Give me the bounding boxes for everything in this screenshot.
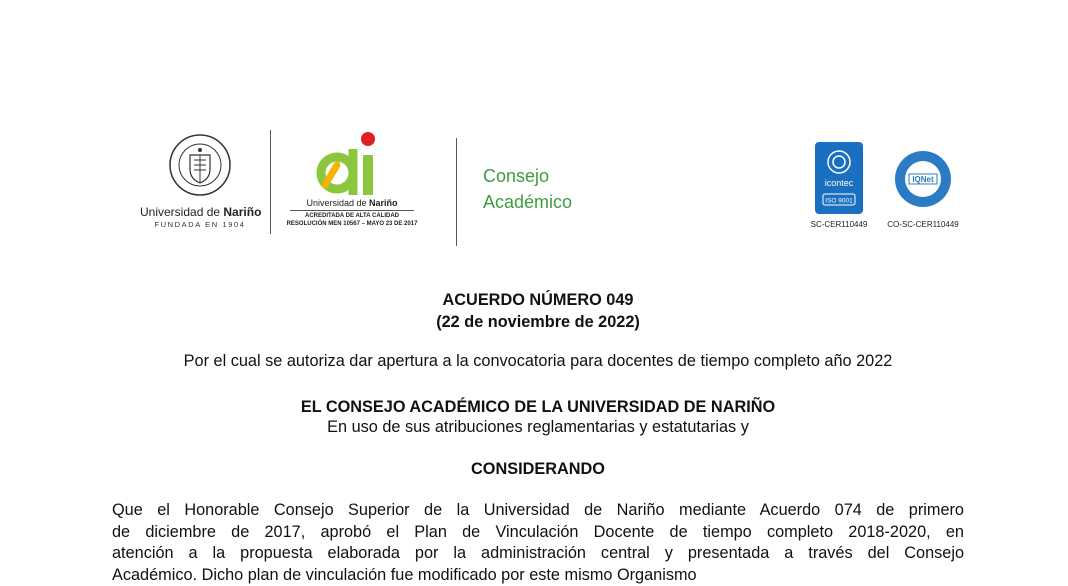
svg-text:IQNet: IQNet bbox=[912, 175, 934, 184]
council-line-1: Consejo bbox=[483, 163, 572, 189]
paragraph-line: Que el Honorable Consejo Superior de la Universidad de Nariño mediante Acuerdo 074 de primero bbox=[112, 500, 964, 522]
svg-text:ISO 9001: ISO 9001 bbox=[825, 198, 853, 205]
paragraph-line: de diciembre de 2017, aprobó el Plan de Vinculación Docente de tiempo completo 2018-2020, en bbox=[112, 522, 964, 544]
agreement-issuer bbox=[112, 397, 964, 437]
agreement-date: (22 de noviembre de 2022) bbox=[112, 311, 964, 333]
document-header bbox=[0, 0, 1068, 260]
university-founded: FUNDADA EN 1904 bbox=[140, 220, 260, 229]
icontec-certification bbox=[806, 142, 872, 229]
issuer-powers: En uso de sus atribuciones reglamentarias y estatutarias y bbox=[112, 417, 964, 437]
icontec-badge-icon bbox=[815, 142, 863, 214]
university-logo bbox=[140, 133, 260, 229]
university-seal-icon bbox=[168, 133, 232, 197]
agreement-title bbox=[112, 289, 964, 333]
paragraph-line: Académico. Dicho plan de vinculación fue modificado por este mismo Organismo bbox=[112, 565, 964, 586]
accreditation-university: Universidad de Nariño bbox=[282, 198, 422, 208]
header-divider-2 bbox=[456, 138, 457, 246]
council-name bbox=[483, 163, 572, 215]
agreement-number: ACUERDO NÚMERO 049 bbox=[112, 289, 964, 311]
accreditation-line-2: RESOLUCIÓN MEN 10567 – MAYO 23 DE 2017 bbox=[282, 220, 422, 228]
accreditation-rule bbox=[290, 210, 414, 211]
accreditation-ai-icon bbox=[307, 127, 397, 197]
iqnet-badge-icon bbox=[893, 148, 953, 210]
icontec-code: SC-CER110449 bbox=[806, 220, 872, 229]
section-heading: CONSIDERANDO bbox=[112, 460, 964, 479]
council-line-2: Académico bbox=[483, 189, 572, 215]
svg-text:icontec: icontec bbox=[825, 178, 854, 188]
accreditation-logo bbox=[282, 127, 422, 228]
agreement-subject: Por el cual se autoriza dar apertura a la convocatoria para docentes de tiempo completo año 2022 bbox=[112, 352, 964, 371]
header-divider bbox=[270, 130, 271, 234]
university-name: Universidad de Nariño bbox=[140, 205, 260, 219]
iqnet-code: CO-SC-CER110449 bbox=[878, 220, 968, 229]
issuer-name: EL CONSEJO ACADÉMICO DE LA UNIVERSIDAD DE NARIÑO bbox=[112, 397, 964, 417]
iqnet-certification bbox=[878, 148, 968, 229]
paragraph-line: atención a la propuesta elaborada por la administración central y presentada a través del Consejo bbox=[112, 543, 964, 565]
accreditation-line-1: ACREDITADA DE ALTA CALIDAD bbox=[282, 212, 422, 220]
considerando-paragraph bbox=[112, 500, 964, 586]
